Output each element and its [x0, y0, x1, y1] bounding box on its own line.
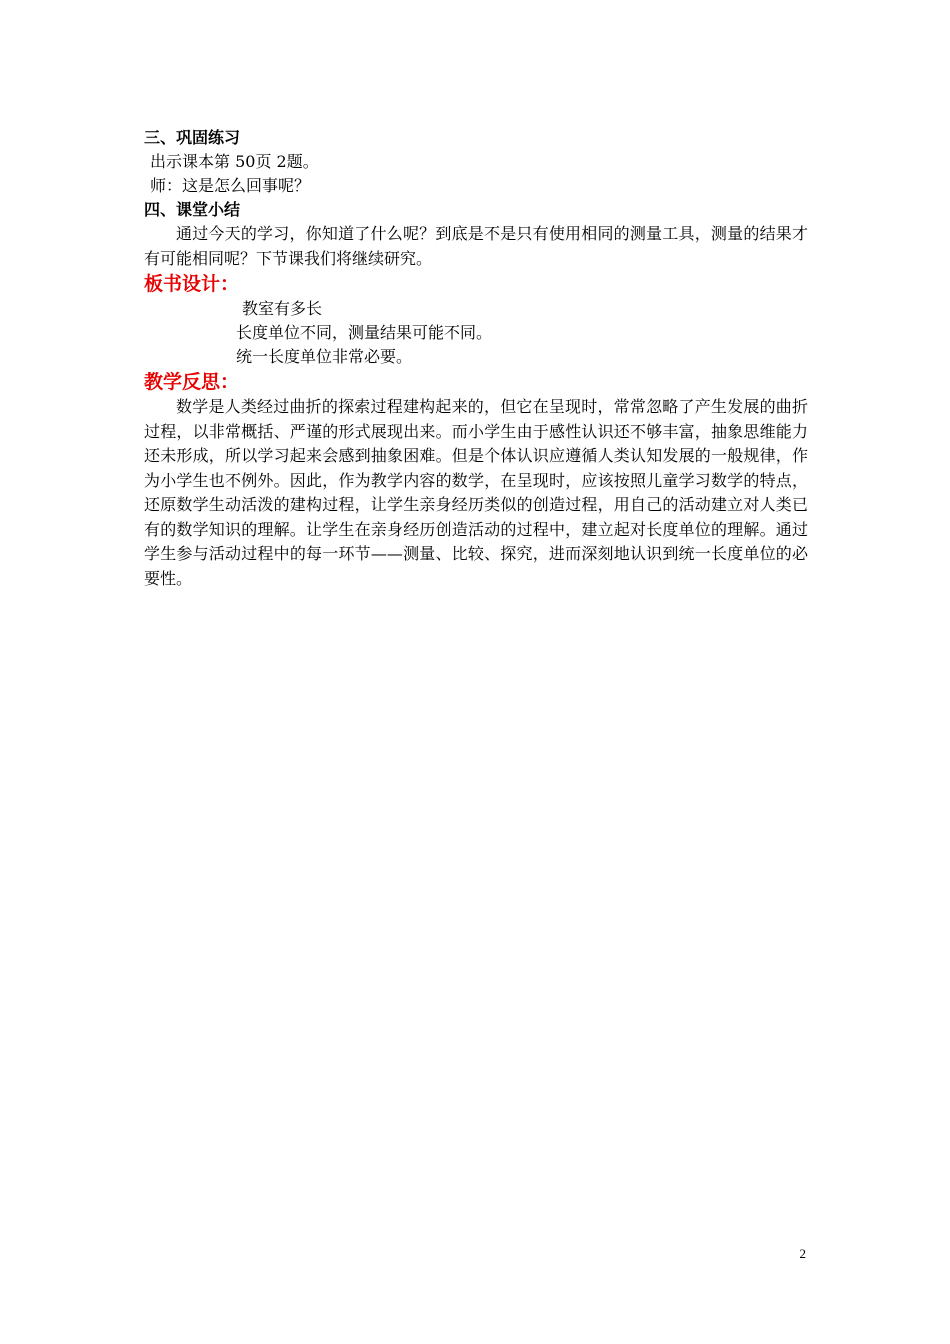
exercise-instruction: 出示课本第 50页 2题。 [150, 152, 319, 171]
page-number: 2 [799, 1246, 806, 1261]
board-design-heading: 板书设计： [144, 273, 240, 295]
teacher-question: 师：这是怎么回事呢？ [150, 176, 311, 195]
board-line-1: 长度单位不同，测量结果可能不同。 [236, 323, 493, 342]
section-heading-summary: 四、课堂小结 [144, 200, 241, 219]
reflection-paragraph: 数学是人类经过曲折的探索过程建构起来的，但它在呈现时，常常忽略了产生发展的曲折过程，以非常概括、严谨的形式展现出来。而小学生由于感性认识还不够丰富，抽象思维能力还未形成，所以学习起来会感到抽象困难。但是个体认识应遵循人类认知发展的一般规律，作为小学生也不例外。因此，作为教学内容的数学，在呈现时，应该按照儿童学习数学的特点，还原数学生动活泼的建构过程，让学生亲身经历类似的创造过程，用自己的活动建立对人类已有的数学知识的理解。让学生在亲身经历创造活动的过程中，建立起对长度单位的理解。通过学生参与活动过程中的每一环节——测量、比较、探究，进而深刻地认识到统一长度单位的必要性。 [144, 397, 808, 588]
reflection-heading: 教学反思： [144, 371, 240, 393]
summary-paragraph: 通过今天的学习，你知道了什么呢？到底是不是只有使用相同的测量工具，测量的结果才有可能相同呢？下节课我们将继续研究。 [144, 224, 808, 268]
section-heading-consolidation: 三、巩固练习 [144, 128, 241, 147]
page-content [144, 126, 808, 591]
board-line-2: 统一长度单位非常必要。 [236, 347, 413, 366]
board-title: 教室有多长 [242, 299, 323, 318]
